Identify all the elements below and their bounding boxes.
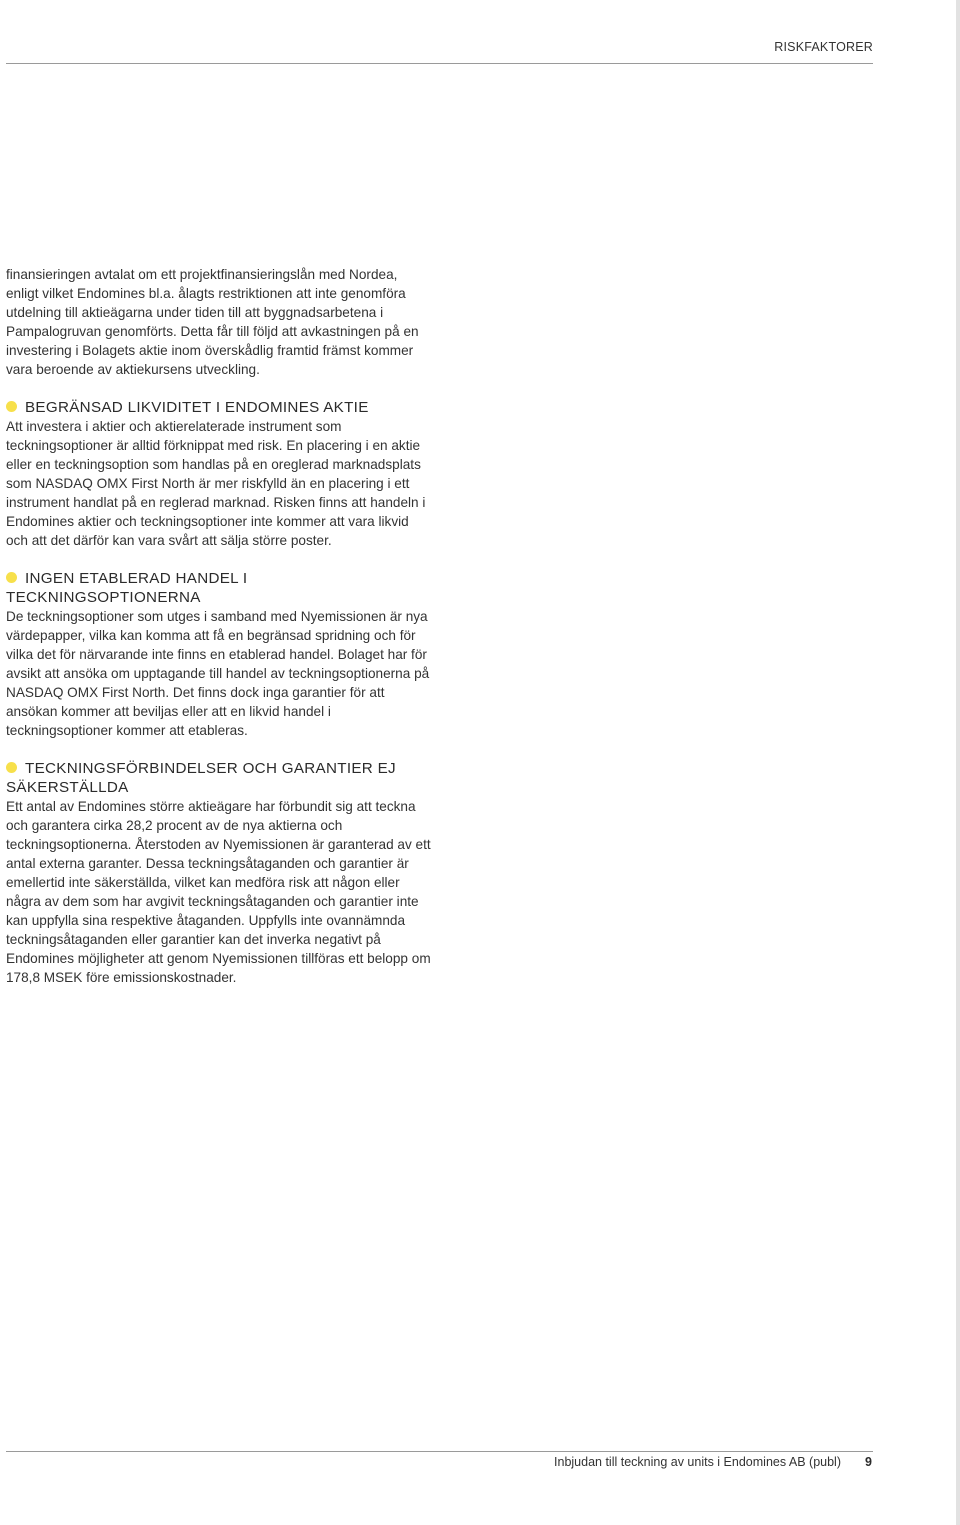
main-column [6,265,431,1006]
section-heading-text: TECKNINGSFÖRBINDELSER OCH GARANTIER EJ SÄKERSTÄLLDA [6,760,396,796]
footer-divider [6,1451,873,1452]
section-heading-text: INGEN ETABLERAD HANDEL I TECKNINGSOPTIONERNA [6,570,248,606]
yellow-bullet-icon [6,762,17,773]
footer-document-title: Inbjudan till teckning av units i Endomines AB (publ) [554,1455,841,1469]
section-commitments-not-secured [6,759,431,987]
header-divider [6,63,873,64]
yellow-bullet-icon [6,401,17,412]
section-limited-liquidity [6,398,431,550]
section-heading [6,759,431,797]
section-body: Att investera i aktier och aktierelaterade instrument som teckningsoptioner är alltid förknippat med risk. En placering i en aktie eller en teckningsoption som handlas på en oreglerad marknadsplats som NASDAQ OMX First North är mer riskfylld än en placering i ett instrument handlat på en reglerad marknad. Risken finns att handeln i Endomines aktier och teckningsoptioner inte kommer att vara likvid och att det därför kan vara svårt att sälja större poster. [6,419,426,548]
section-heading-text: BEGRÄNSAD LIKVIDITET I ENDOMINES AKTIE [25,399,369,416]
section-heading [6,398,431,417]
intro-paragraph: finansieringen avtalat om ett projektfinansieringslån med Nordea, enligt vilket Endomines bl.a. ålagts restriktionen att inte genomföra utdelning till aktieägarna under tiden till att byggnadsarbetena i Pampalogruvan genomförts. Detta får till följd att avkastningen på en investering i Bolagets aktie inom överskådlig framtid främst kommer vara beroende av aktiekursens utveckling. [6,267,419,377]
yellow-bullet-icon [6,572,17,583]
section-label: RISKFAKTORER [774,40,873,54]
section-body: De teckningsoptioner som utges i samband med Nyemissionen är nya värdepapper, vilka kan komma att få en begränsad spridning och för vilka det för närvarande inte finns en etablerad handel. Bolaget har för avsikt att ansöka om upptagande till handel av teckningsoptionerna på NASDAQ OMX First North. Det finns dock inga garantier för att ansökan kommer att beviljas eller att en likvid handel i teckningsoptioner kommer att etableras. [6,609,430,738]
page-number: 9 [865,1455,872,1469]
section-body: Ett antal av Endomines större aktieägare har förbundit sig att teckna och garantera cirka 28,2 procent av de nya aktierna och teckningsoptionerna. Återstoden av Nyemissionen är garanterad av ett antal externa garanter. Dessa teckningsåtaganden och garantier är emellertid inte säkerställda, vilket kan medföra risk att någon eller några av dem som har avgivit teckningsåtaganden och garantier inte kan uppfylla sina respektive åtaganden. Uppfylls inte ovannämnda teckningsåtaganden eller garantier kan det inverka negativt på Endomines möjligheter att genom Nyemissionen tillföras ett belopp om 178,8 MSEK före emissionskostnader. [6,799,431,985]
section-heading [6,569,431,607]
section-no-established-trading [6,569,431,740]
page-edge-shadow [956,0,960,1525]
